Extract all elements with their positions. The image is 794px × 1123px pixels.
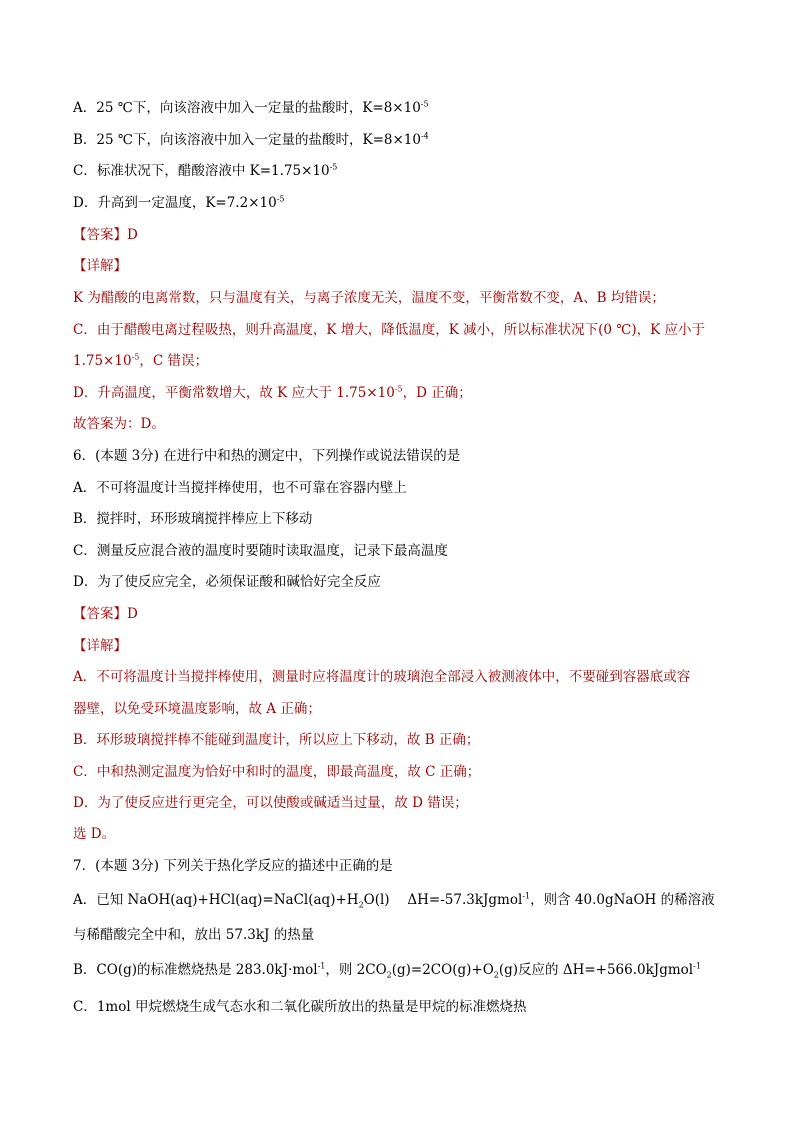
text-run: B．CO(g)的标准燃烧热是 283.0kJ·mol bbox=[73, 962, 318, 978]
answer-q5 bbox=[73, 225, 734, 245]
superscript: -1 bbox=[693, 961, 701, 971]
answer-q6 bbox=[73, 604, 734, 624]
option-a-q5 bbox=[73, 98, 734, 118]
explanation-conclusion bbox=[73, 414, 734, 434]
text-run: B．25 ℃下，向该溶液中加入一定量的盐酸时，K=8×10 bbox=[73, 132, 421, 148]
superscript: -5 bbox=[276, 194, 285, 204]
explanation-conclusion bbox=[73, 824, 734, 844]
explanation-line bbox=[73, 699, 734, 719]
text-run: 与稀醋酸完全中和，放出 57.3kJ 的热量 bbox=[73, 927, 315, 943]
text-run: A．不可将温度计当搅拌棒使用，测量时应将温度计的玻璃泡全部浸入被测液体中，不要碰到容器底或容 bbox=[73, 669, 691, 685]
explanation-line bbox=[73, 730, 734, 750]
question-6-stem bbox=[73, 446, 734, 466]
text-run: 【答案】D bbox=[73, 606, 138, 622]
explanation-line bbox=[73, 793, 734, 813]
text-run: 【详解】 bbox=[73, 258, 127, 274]
text-run: O(l) ΔH=-57.3kJgmol bbox=[363, 892, 523, 908]
superscript: -1 bbox=[522, 891, 531, 901]
option-d-q5 bbox=[73, 193, 734, 213]
superscript: -1 bbox=[317, 961, 326, 971]
text-run: ，C 错误； bbox=[139, 353, 208, 369]
text-run: D．为了使反应进行更完全，可以使酸或碱适当过量，故 D 错误； bbox=[73, 795, 468, 811]
text-run: D．为了使反应完全，必须保证酸和碱恰好完全反应 bbox=[73, 574, 381, 590]
explanation-line bbox=[73, 762, 734, 782]
superscript: -4 bbox=[420, 131, 429, 141]
option-c-q7 bbox=[73, 997, 734, 1017]
question-7-stem bbox=[73, 856, 734, 876]
subscript: 2 bbox=[358, 900, 364, 910]
text-run: ，D 正确； bbox=[402, 385, 472, 401]
text-run: C．标准状况下，醋酸溶液中 K=1.75×10 bbox=[73, 163, 330, 179]
option-a-q6 bbox=[73, 478, 734, 498]
text-run: C．中和热测定温度为恰好中和时的温度，即最高温度，故 C 正确； bbox=[73, 764, 481, 780]
text-run: 1.75×10 bbox=[73, 353, 132, 369]
text-run: ，则含 40.0gNaOH 的稀溶液 bbox=[530, 892, 715, 908]
text-run: 7．(本题 3分) 下列关于热化学反应的描述中正确的是 bbox=[73, 858, 393, 874]
text-run: K 为醋酸的电离常数，只与温度有关，与离子浓度无关，温度不变，平衡常数不变，A、B 均错误； bbox=[73, 290, 665, 306]
text-run: D．升高到一定温度，K=7.2×10 bbox=[73, 195, 277, 211]
explanation-line bbox=[73, 320, 734, 340]
text-run: 故答案为：D。 bbox=[73, 416, 165, 432]
option-b-q7 bbox=[73, 960, 734, 980]
option-d-q6 bbox=[73, 572, 734, 592]
explanation-heading-q5 bbox=[73, 256, 734, 276]
text-run: C．由于醋酸电离过程吸热，则升高温度，K 增大，降低温度，K 减小，所以标准状况下(0 ℃)，K 应小于 bbox=[73, 322, 705, 338]
option-a-q7 bbox=[73, 890, 734, 910]
option-c-q6 bbox=[73, 541, 734, 561]
text-run: A．已知 NaOH(aq)+HCl(aq)=NaCl(aq)+H bbox=[73, 892, 359, 908]
text-run: 器壁，以免受环境温度影响，故 A 正确； bbox=[73, 701, 321, 717]
option-b-q6 bbox=[73, 509, 734, 529]
option-b-q5 bbox=[73, 130, 734, 150]
text-run: ，则 2CO bbox=[325, 962, 387, 978]
explanation-line bbox=[73, 351, 734, 371]
text-run: A．25 ℃下，向该溶液中加入一定量的盐酸时，K=8×10 bbox=[73, 100, 421, 116]
superscript: -5 bbox=[329, 162, 338, 172]
subscript: 2 bbox=[386, 970, 392, 980]
explanation-line bbox=[73, 667, 734, 687]
explanation-heading-q6 bbox=[73, 636, 734, 656]
superscript: -5 bbox=[420, 99, 429, 109]
text-run: D．升高温度，平衡常数增大，故 K 应大于 1.75×10 bbox=[73, 385, 395, 401]
text-run: A．不可将温度计当搅拌棒使用，也不可靠在容器内壁上 bbox=[73, 480, 407, 496]
superscript: -5 bbox=[131, 352, 140, 362]
text-run: (g)=2CO(g)+O bbox=[391, 962, 494, 978]
option-c-q5 bbox=[73, 161, 734, 181]
text-run: 【答案】D bbox=[73, 227, 138, 243]
text-run: (g)反应的 ΔH=+566.0kJgmol bbox=[498, 962, 694, 978]
text-run: C．1mol 甲烷燃烧生成气态水和二氧化碳所放出的热量是甲烷的标准燃烧热 bbox=[73, 999, 527, 1015]
superscript: -5 bbox=[394, 384, 403, 394]
text-run: 选 D。 bbox=[73, 826, 116, 842]
text-run: 【详解】 bbox=[73, 638, 127, 654]
text-run: C．测量反应混合液的温度时要随时读取温度，记录下最高温度 bbox=[73, 543, 448, 559]
text-run: 6．(本题 3分) 在进行中和热的测定中，下列操作或说法错误的是 bbox=[73, 448, 461, 464]
option-a-q7-continued bbox=[73, 925, 734, 945]
explanation-line bbox=[73, 288, 734, 308]
subscript: 2 bbox=[493, 970, 499, 980]
explanation-line bbox=[73, 383, 734, 403]
text-run: B．搅拌时，环形玻璃搅拌棒应上下移动 bbox=[73, 511, 313, 527]
text-run: B．环形玻璃搅拌棒不能碰到温度计，所以应上下移动，故 B 正确； bbox=[73, 732, 480, 748]
